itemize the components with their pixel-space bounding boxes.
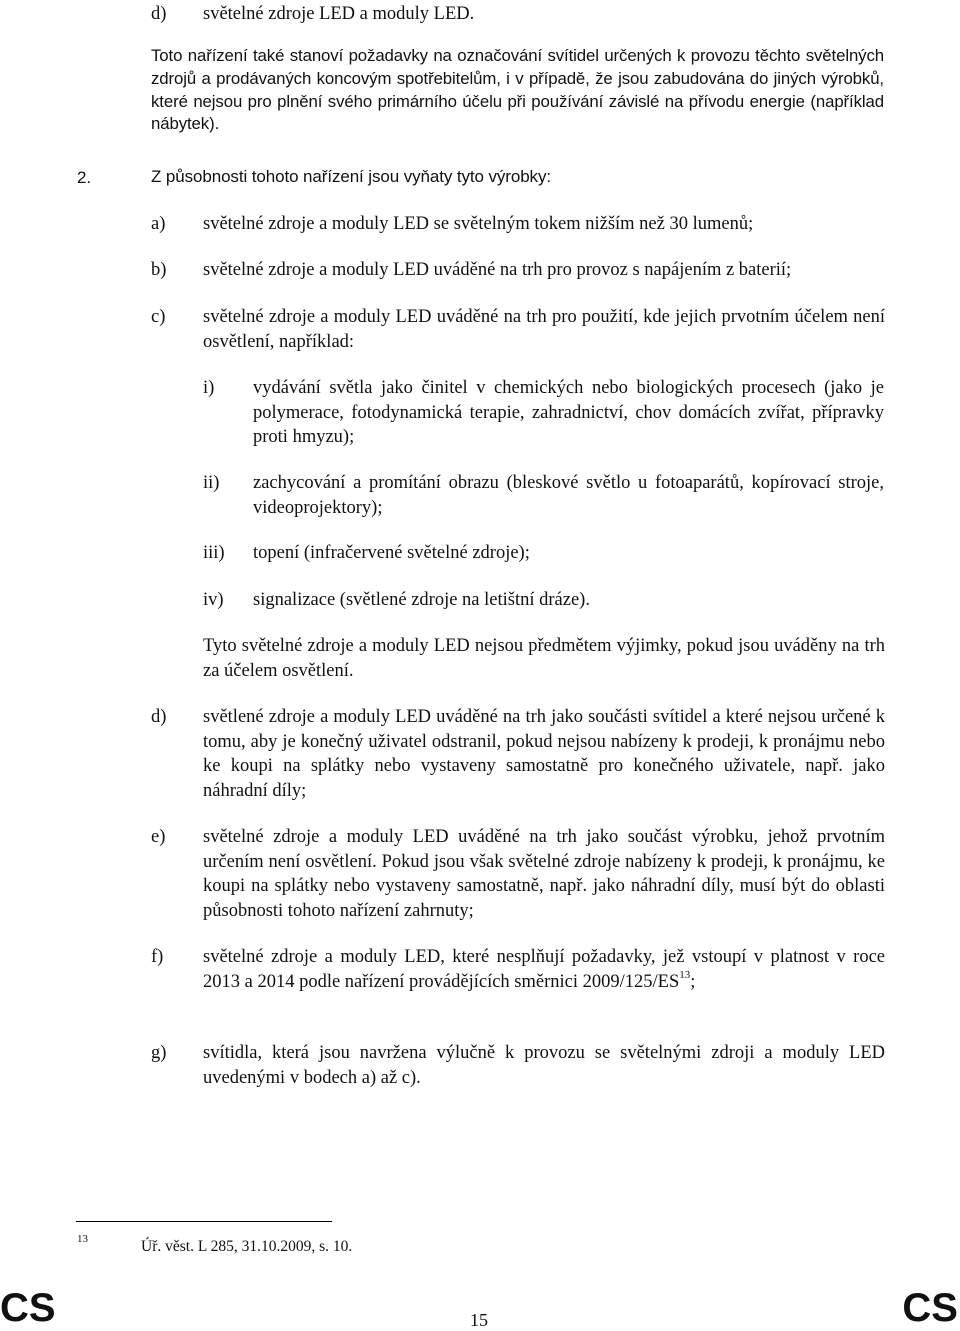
subitem-iv-text: signalizace (světlené zdroje na letištní dráze). [253,590,590,610]
item-a-label: a) [151,214,166,234]
exemption-note: Tyto světelné zdroje a moduly LED nejsou předmětem výjimky, pokud jsou uváděny na trh za účelem osvětlení. [203,636,885,681]
item-g-label: g) [151,1043,167,1063]
item-c-label: c) [151,307,166,327]
section-number: 2. [77,168,91,187]
page-number: 15 [470,1310,488,1330]
subitem-i-label: i) [203,378,215,398]
item-e-text: světelné zdroje a moduly LED uváděné na trh jako součást výrobku, jehož prvotním určením není osvětlení. Pokud jsou však světelné zdroje nabízeny k prodeji, k pronájmu, ke koupi na splátky nebo vystaveny samostatně, např. jako náhradní díly, musí být do oblasti působnosti tohoto nařízení zahrnuty; [203,827,885,921]
item-b-text: světelné zdroje a moduly LED uváděné na trh pro provoz s napájením z baterií; [203,260,792,280]
top-item-text: světelné zdroje LED a moduly LED. [203,4,475,24]
subitem-iv-label: iv) [203,590,224,610]
item-d-text: světlené zdroje a moduly LED uváděné na trh jako součásti svítidel a které nejsou určené k tomu, aby je konečný uživatel odstranil, pokud nejsou nabízeny k prodeji, k pronájmu nebo ke koupi na splátky nebo vystaveny samostatně pro konečného uživatele, např. jako náhradní díly; [203,707,885,801]
footnote-ref[interactable]: 13 [679,969,691,982]
footer-language-left: CS [0,1286,56,1330]
item-f-text [203,945,885,994]
item-f-body: světelné zdroje a moduly LED, které nesplňují požadavky, jež vstoupí v platnost v roce 2013 a 2014 podle nařízení provádějících směrnici 2009/125/ES [203,947,885,992]
item-d-label: d) [151,707,167,727]
footnote-number: 13 [77,1233,88,1245]
top-item-label: d) [151,4,167,24]
item-c-text: světelné zdroje a moduly LED uváděné na trh pro použití, kde jejich prvotním účelem není osvětlení, například: [203,307,885,352]
section-heading: Z působnosti tohoto nařízení jsou vyňaty tyto výrobky: [151,167,551,186]
intro-paragraph: Toto nařízení také stanoví požadavky na označování svítidel určených k provozu těchto světelných zdrojů a prodávaných koncovým spotřebitelům, i v případě, že jsou zabudována do jiných výrobků, které nejsou pro plnění svého primárního účelu při používání závislé na přívodu energie (například nábytek). [151,46,884,134]
footer-language-right: CS [902,1286,958,1330]
footnote-separator [76,1221,332,1222]
item-b-label: b) [151,260,167,280]
item-f-label: f) [151,947,164,967]
subitem-iii-text: topení (infračervené světelné zdroje); [253,543,530,563]
item-f-end: ; [690,971,696,992]
footnote-text: Úř. věst. L 285, 31.10.2009, s. 10. [141,1238,353,1255]
subitem-ii-text: zachycování a promítání obrazu (bleskové světlo u fotoaparátů, kopírovací stroje, videoprojektory); [253,473,884,518]
item-e-label: e) [151,827,166,847]
subitem-i-text: vydávání světla jako činitel v chemických nebo biologických procesech (jako je polymerace, fotodynamická terapie, zahradnictví, chov domácích zvířat, přípravky proti hmyzu); [253,378,884,448]
item-a-text: světelné zdroje a moduly LED se světelným tokem nižším než 30 lumenů; [203,214,754,234]
subitem-iii-label: iii) [203,543,225,563]
item-g-text: svítidla, která jsou navržena výlučně k provozu se světelnými zdroji a moduly LED uvedenými v bodech a) až c). [203,1043,885,1088]
subitem-ii-label: ii) [203,473,220,493]
